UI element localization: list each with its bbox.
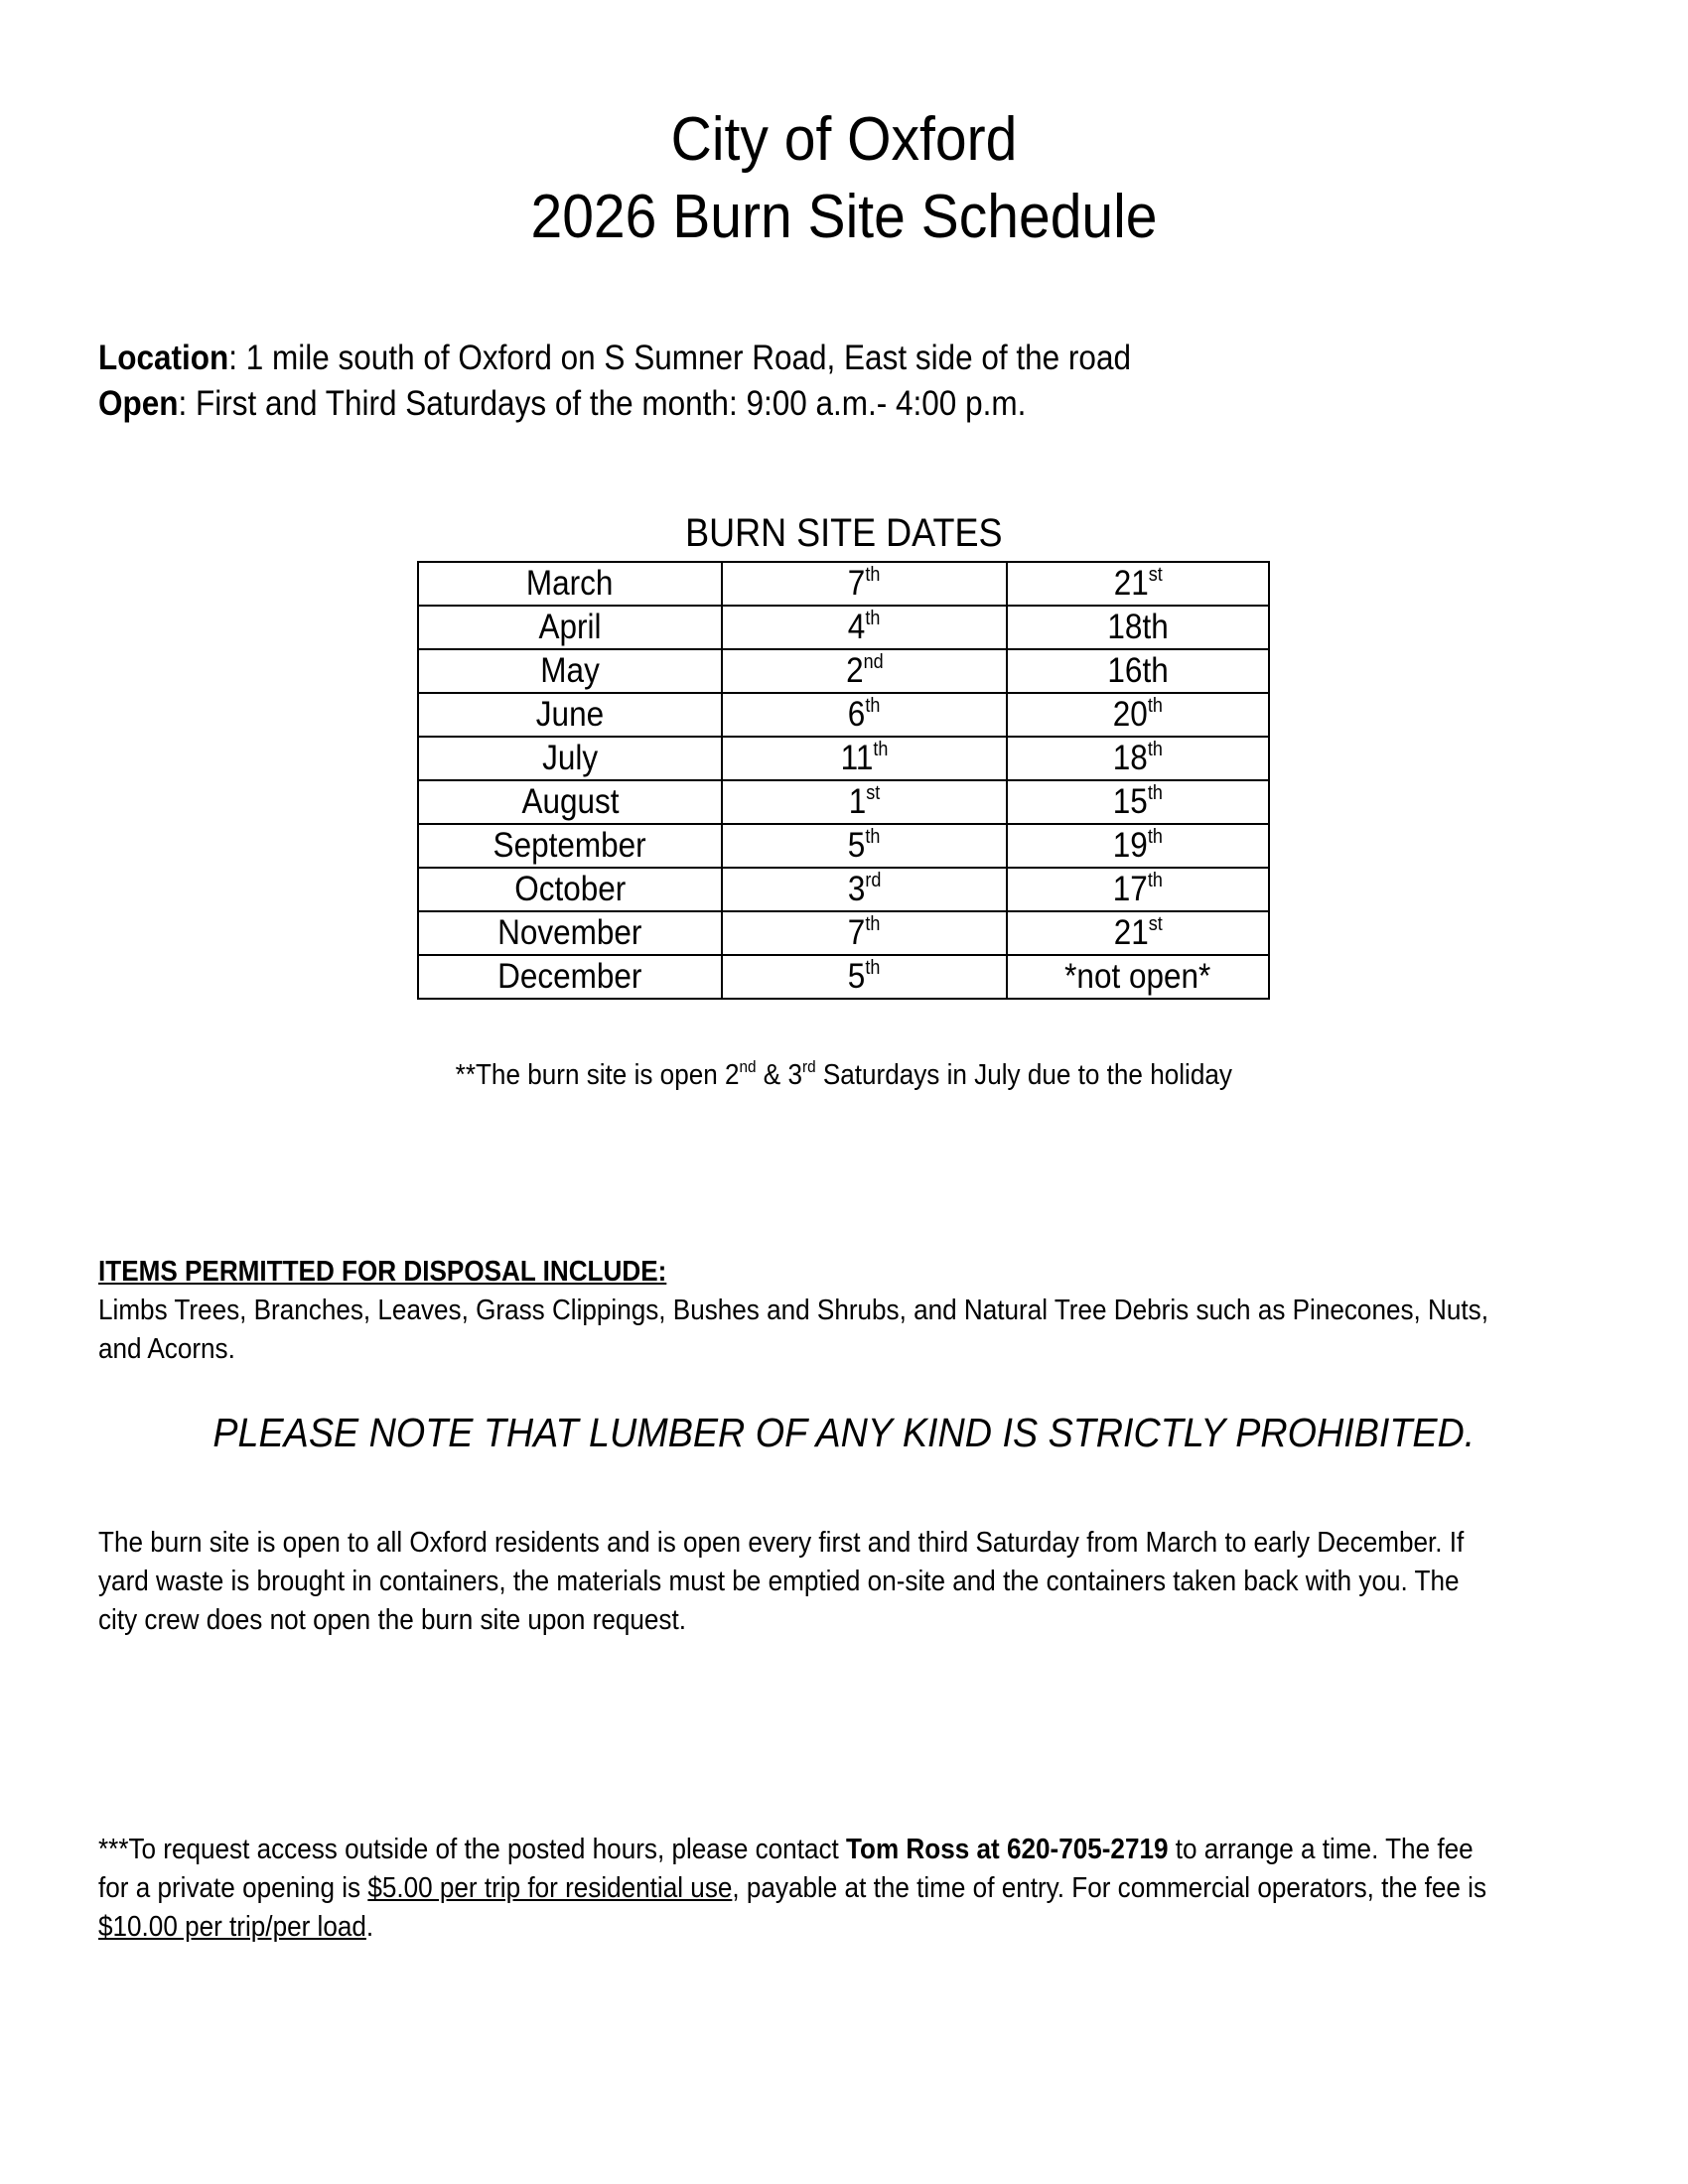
permitted-items-heading: ITEMS PERMITTED FOR DISPOSAL INCLUDE:	[98, 1256, 667, 1288]
date-value: 21	[1113, 913, 1149, 952]
access-part4: .	[365, 1911, 374, 1943]
ordinal-suffix: st	[866, 782, 881, 804]
open-label: Open	[98, 384, 179, 423]
date-value: 18th	[1107, 608, 1169, 646]
site-info	[98, 336, 1131, 427]
dates-row-september	[418, 824, 1269, 868]
first-date-cell-content	[848, 912, 881, 954]
dates-row-december	[418, 955, 1269, 999]
location-text: : 1 mile south of Oxford on S Sumner Road, East side of the road	[228, 339, 1131, 377]
date-value: 15	[1112, 782, 1149, 821]
ordinal-suffix: th	[1148, 782, 1164, 804]
first-date-cell	[722, 606, 1007, 649]
second-date-cell-content	[1113, 738, 1163, 779]
dates-row-june	[418, 693, 1269, 737]
access-part2: to arrange a time. The fee for a private opening is	[98, 1834, 1474, 1904]
second-date-cell	[1007, 780, 1269, 824]
month-cell-content	[542, 738, 598, 779]
first-date-cell-content	[848, 607, 881, 648]
date-value: 17	[1112, 870, 1149, 908]
commercial-fee: $10.00 per trip/per load	[98, 1911, 366, 1943]
month-cell-content	[514, 869, 626, 910]
ordinal-suffix: th	[1148, 870, 1164, 891]
date-value: 20	[1112, 695, 1149, 734]
month-cell	[418, 562, 722, 606]
first-date-cell-content	[846, 650, 884, 692]
title-line-city: City of Oxford	[670, 105, 1018, 174]
ordinal-suffix: st	[1148, 564, 1163, 586]
date-value: 19	[1112, 826, 1149, 865]
month-cell-content	[540, 650, 600, 692]
document-title	[68, 101, 1620, 256]
first-date-cell	[722, 649, 1007, 693]
month-cell	[418, 693, 722, 737]
month-cell	[418, 649, 722, 693]
date-value: April	[538, 608, 602, 646]
second-date-cell-content	[1113, 694, 1163, 736]
second-date-cell	[1007, 824, 1269, 868]
date-value: May	[540, 651, 600, 690]
month-cell-content	[493, 825, 646, 867]
date-value: 6	[848, 695, 866, 734]
date-value: *not open*	[1064, 957, 1211, 996]
month-cell	[418, 737, 722, 780]
lumber-warning: PLEASE NOTE THAT LUMBER OF ANY KIND IS STRICTLY PROHIBITED.	[212, 1410, 1476, 1455]
access-part1: ***To request access outside of the posted hours, please contact	[98, 1834, 847, 1865]
month-cell-content	[526, 563, 614, 605]
location-line	[98, 336, 1131, 381]
date-value: 16th	[1107, 651, 1169, 690]
dates-row-march	[418, 562, 1269, 606]
first-date-cell	[722, 737, 1007, 780]
second-date-cell	[1007, 649, 1269, 693]
month-cell-content	[538, 607, 601, 648]
date-value: June	[535, 695, 605, 734]
general-info-paragraph: The burn site is open to all Oxford residents and is open every first and third Saturday from March to early December. If yard waste is brought in containers, the materials must be emptied on-site and the containers taken back with you. The city crew does not open the burn site upon request.	[98, 1527, 1465, 1636]
date-value: 5	[848, 826, 866, 865]
dates-row-october	[418, 868, 1269, 911]
ordinal-suffix: th	[865, 608, 881, 629]
date-value: December	[497, 957, 642, 996]
date-value: 4	[848, 608, 866, 646]
date-value: 11	[840, 739, 874, 777]
month-cell	[418, 955, 722, 999]
residential-fee: $5.00 per trip for residential use	[367, 1872, 733, 1904]
first-date-cell	[722, 955, 1007, 999]
second-date-cell-content	[1064, 956, 1210, 998]
ordinal-suffix: th	[1148, 695, 1164, 717]
second-date-cell-content	[1113, 563, 1162, 605]
date-value: 1	[848, 782, 867, 821]
first-date-cell-content	[848, 563, 881, 605]
ordinal-suffix: st	[1148, 913, 1163, 935]
open-text: : First and Third Saturdays of the month: 9:00 a.m.- 4:00 p.m.	[178, 384, 1027, 423]
date-value: 2	[845, 651, 864, 690]
second-date-cell	[1007, 868, 1269, 911]
ordinal-suffix: th	[865, 564, 881, 586]
month-cell-content	[497, 912, 641, 954]
first-date-cell-content	[849, 781, 881, 823]
date-value: September	[492, 826, 647, 865]
second-date-cell	[1007, 693, 1269, 737]
date-value: November	[497, 913, 642, 952]
month-cell	[418, 911, 722, 955]
date-value: July	[541, 739, 599, 777]
burn-dates-table-body	[418, 562, 1269, 999]
first-date-cell-content	[848, 825, 881, 867]
second-date-cell	[1007, 606, 1269, 649]
month-cell-content	[497, 956, 641, 998]
access-part3: , payable at the time of entry. For commercial operators, the fee is	[732, 1872, 1487, 1904]
first-date-cell-content	[848, 956, 881, 998]
ordinal-suffix: th	[865, 913, 881, 935]
ordinal-suffix: th	[865, 957, 881, 979]
month-cell	[418, 868, 722, 911]
date-value: March	[526, 564, 614, 603]
ordinal-suffix: th	[1148, 739, 1164, 760]
footnote-sup1: nd	[739, 1057, 757, 1076]
second-date-cell	[1007, 562, 1269, 606]
location-label: Location	[98, 339, 229, 377]
first-date-cell	[722, 780, 1007, 824]
open-line	[98, 381, 1131, 427]
burn-dates-table	[417, 561, 1270, 1000]
date-value: 7	[848, 913, 866, 952]
date-value: August	[520, 782, 620, 821]
month-cell-content	[521, 781, 619, 823]
month-cell-content	[536, 694, 604, 736]
second-date-cell	[1007, 955, 1269, 999]
date-value: 5	[848, 957, 866, 996]
date-value: 18	[1112, 739, 1149, 777]
first-date-cell-content	[848, 694, 881, 736]
second-date-cell-content	[1113, 825, 1163, 867]
ordinal-suffix: th	[865, 695, 881, 717]
second-date-cell	[1007, 911, 1269, 955]
month-cell	[418, 824, 722, 868]
dates-row-august	[418, 780, 1269, 824]
first-date-cell	[722, 824, 1007, 868]
second-date-cell-content	[1113, 781, 1163, 823]
month-cell	[418, 780, 722, 824]
ordinal-suffix: th	[865, 826, 881, 848]
first-date-cell-content	[841, 738, 889, 779]
first-date-cell	[722, 868, 1007, 911]
permitted-items-text: Limbs Trees, Branches, Leaves, Grass Clippings, Bushes and Shrubs, and Natural Tree Debris such as Pinecones, Nuts, and Acorns.	[98, 1295, 1488, 1365]
first-date-cell	[722, 911, 1007, 955]
second-date-cell	[1007, 737, 1269, 780]
first-date-cell	[722, 693, 1007, 737]
dates-row-july	[418, 737, 1269, 780]
ordinal-suffix: th	[873, 739, 889, 760]
date-value: 21	[1113, 564, 1149, 603]
title-line-schedule: 2026 Burn Site Schedule	[530, 183, 1158, 251]
ordinal-suffix: rd	[865, 870, 882, 891]
access-paragraph	[98, 1831, 1492, 1947]
ordinal-suffix: th	[1148, 826, 1164, 848]
footnote-sup2: rd	[801, 1057, 816, 1076]
permitted-items-section	[98, 1253, 1492, 1369]
dates-row-april	[418, 606, 1269, 649]
date-value: 7	[848, 564, 866, 603]
month-cell	[418, 606, 722, 649]
july-holiday-footnote	[84, 1055, 1604, 1095]
second-date-cell-content	[1107, 607, 1168, 648]
access-contact: Tom Ross at 620-705-2719	[846, 1834, 1169, 1865]
dates-row-november	[418, 911, 1269, 955]
date-value: 3	[847, 870, 866, 908]
ordinal-suffix: nd	[863, 651, 884, 673]
dates-heading: BURN SITE DATES	[685, 511, 1003, 555]
second-date-cell-content	[1113, 912, 1162, 954]
date-value: October	[513, 870, 627, 908]
footnote-part1: **The burn site is open 2	[455, 1059, 740, 1091]
second-date-cell-content	[1107, 650, 1168, 692]
footnote-part3: Saturdays in July due to the holiday	[815, 1059, 1232, 1091]
dates-row-may	[418, 649, 1269, 693]
first-date-cell	[722, 562, 1007, 606]
second-date-cell-content	[1113, 869, 1163, 910]
first-date-cell-content	[848, 869, 882, 910]
footnote-part2: & 3	[756, 1059, 802, 1091]
